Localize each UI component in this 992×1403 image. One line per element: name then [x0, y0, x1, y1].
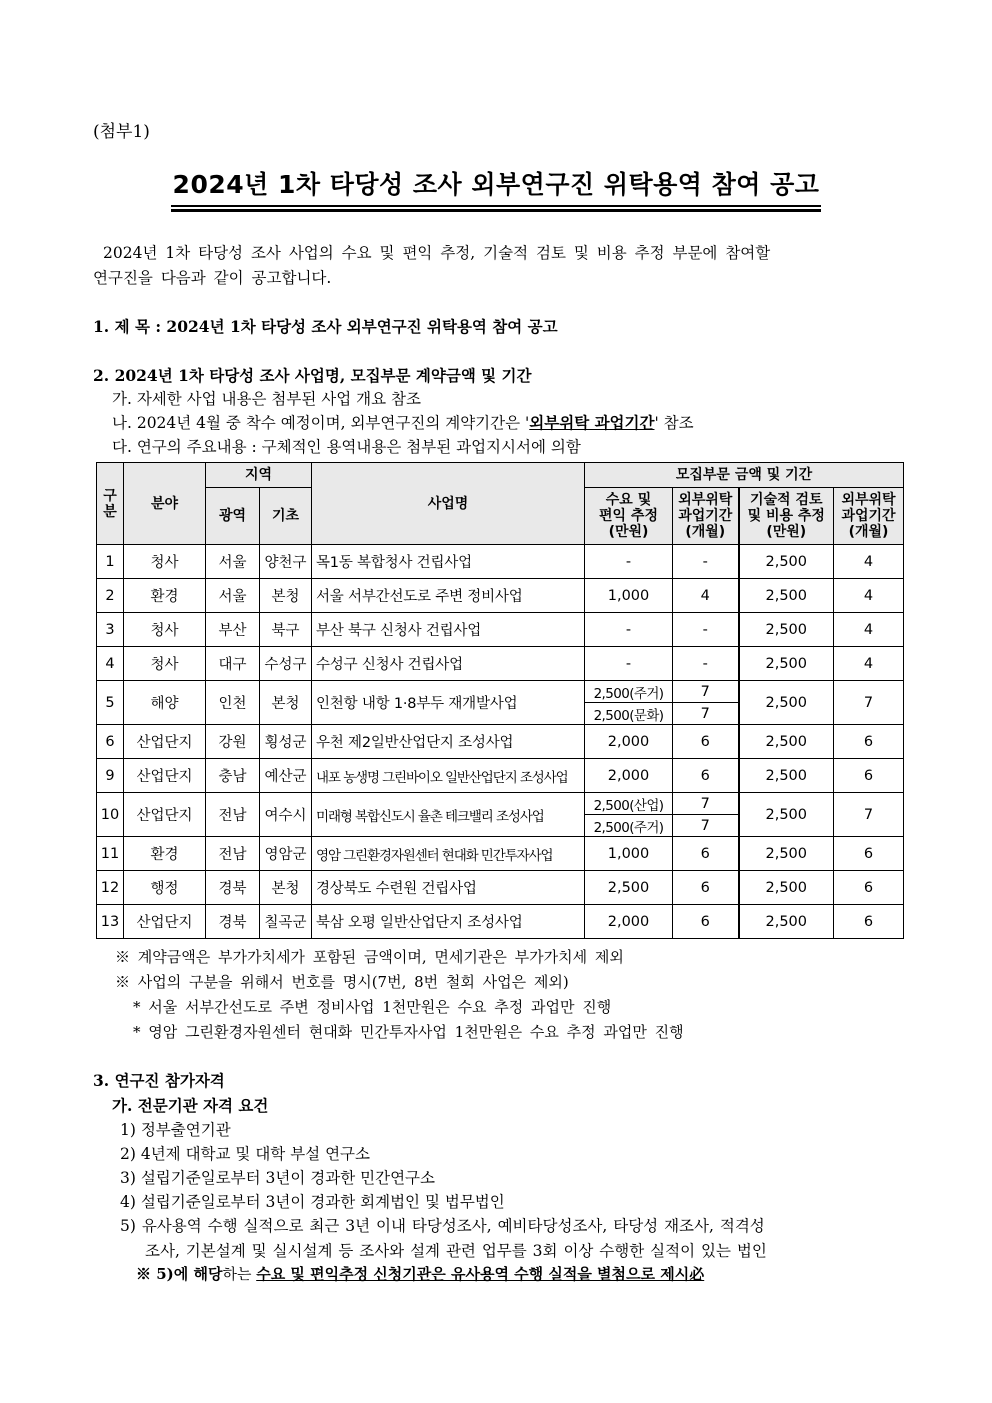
cell-demand-amount: 2,500(주거)	[585, 815, 673, 837]
cell-tech-period: 6	[834, 871, 904, 905]
cell-demand-period: 6	[673, 759, 739, 793]
cell-tech-period: 4	[834, 647, 904, 681]
table-row	[97, 837, 904, 871]
qualification-note	[136, 1263, 704, 1284]
cell-demand-period: 7	[673, 815, 739, 837]
table-row	[97, 725, 904, 759]
cell-field: 환경	[124, 837, 206, 871]
cell-field: 산업단지	[124, 793, 206, 837]
cell-tech-period: 4	[834, 613, 904, 647]
cell-demand-period: 6	[673, 725, 739, 759]
cell-demand-period: 4	[673, 579, 739, 613]
cell-demand-amount: -	[585, 545, 673, 579]
cell-field: 행정	[124, 871, 206, 905]
note-seoul: * 서울 서부간선도로 주변 정비사업 1천만원은 수요 추정 과업만 진행	[133, 998, 612, 1016]
cell-project: 내포 농생명 그린바이오 일반산업단지 조성사업	[312, 759, 585, 793]
section-2-item-c: 다. 연구의 주요내용 : 구체적인 용역내용은 첨부된 과업지시서에 의함	[112, 438, 581, 456]
cell-project: 경상북도 수련원 건립사업	[312, 871, 585, 905]
header-metro: 광역	[206, 488, 260, 545]
cell-project: 미래형 복합신도시 율촌 테크밸리 조성사업	[312, 793, 585, 837]
qualification-item-5-cont: 조사, 기본설계 및 실시설계 등 조사와 설계 관련 업무를 3회 이상 수행한 실적이 있는 법인	[145, 1242, 767, 1260]
cell-tech-amount: 2,500	[739, 647, 834, 681]
cell-tech-amount: 2,500	[739, 579, 834, 613]
header-recruit: 모집부문 금액 및 기간	[585, 463, 904, 488]
cell-no: 9	[97, 759, 124, 793]
cell-demand-amount: 2,000	[585, 759, 673, 793]
cell-project: 수성구 신청사 건립사업	[312, 647, 585, 681]
cell-basic: 수성구	[260, 647, 312, 681]
cell-project: 부산 북구 신청사 건립사업	[312, 613, 585, 647]
qualification-item-5: 5) 유사용역 수행 실적으로 최근 3년 이내 타당성조사, 예비타당성조사, 타당성 재조사, 적격성	[120, 1217, 765, 1235]
cell-no: 5	[97, 681, 124, 725]
cell-tech-period: 4	[834, 545, 904, 579]
cell-project: 서울 서부간선도로 주변 정비사업	[312, 579, 585, 613]
cell-demand-period: 7	[673, 703, 739, 725]
cell-tech-amount: 2,500	[739, 759, 834, 793]
section-3-sub-a: 가. 전문기관 자격 요건	[112, 1096, 269, 1115]
cell-basic: 영암군	[260, 837, 312, 871]
cell-metro: 전남	[206, 793, 260, 837]
note-yeongam: * 영암 그린환경자원센터 현대화 민간투자사업 1천만원은 수요 추정 과업만 진행	[133, 1023, 684, 1041]
cell-field: 해양	[124, 681, 206, 725]
cell-project: 북삼 오평 일반산업단지 조성사업	[312, 905, 585, 939]
cell-metro: 대구	[206, 647, 260, 681]
cell-field: 청사	[124, 647, 206, 681]
cell-basic: 북구	[260, 613, 312, 647]
cell-basic: 본청	[260, 681, 312, 725]
table-body	[97, 545, 904, 939]
note-mid: 하는	[222, 1265, 257, 1283]
cell-tech-amount: 2,500	[739, 681, 834, 725]
cell-metro: 강원	[206, 725, 260, 759]
page-title: 2024년 1차 타당성 조사 외부연구진 위탁용역 참여 공고	[172, 170, 820, 199]
cell-tech-period: 6	[834, 759, 904, 793]
cell-project: 영암 그린환경자원센터 현대화 민간투자사업	[312, 837, 585, 871]
header-tech-period: 외부위탁 과업기간 (개월)	[834, 488, 904, 545]
intro-line-2: 연구진을 다음과 같이 공고합니다.	[93, 269, 332, 287]
attachment-label: (첨부1)	[93, 122, 150, 142]
table-row	[97, 579, 904, 613]
cell-demand-period: 7	[673, 681, 739, 703]
cell-metro: 경북	[206, 905, 260, 939]
header-region: 지역	[206, 463, 312, 488]
cell-basic: 본청	[260, 579, 312, 613]
cell-demand-amount: 2,500(문화)	[585, 703, 673, 725]
qualification-item-2: 2) 4년제 대학교 및 대학 부설 연구소	[120, 1145, 370, 1163]
cell-demand-amount: 2,500(주거)	[585, 681, 673, 703]
title-rule-thick	[171, 209, 821, 212]
cell-demand-period: -	[673, 545, 739, 579]
cell-tech-period: 4	[834, 579, 904, 613]
cell-demand-amount: -	[585, 647, 673, 681]
table-row	[97, 545, 904, 579]
cell-demand-amount: 2,500	[585, 871, 673, 905]
cell-demand-period: 6	[673, 905, 739, 939]
cell-demand-amount: 2,000	[585, 725, 673, 759]
header-demand-amount: 수요 및 편익 추정 (만원)	[585, 488, 673, 545]
cell-tech-amount: 2,500	[739, 871, 834, 905]
cell-project: 우천 제2일반산업단지 조성사업	[312, 725, 585, 759]
cell-metro: 서울	[206, 545, 260, 579]
cell-field: 청사	[124, 613, 206, 647]
section-3-heading: 3. 연구진 참가자격	[93, 1071, 225, 1090]
cell-demand-period: 6	[673, 871, 739, 905]
cell-tech-amount: 2,500	[739, 545, 834, 579]
cell-demand-amount: 2,000	[585, 905, 673, 939]
cell-demand-period: -	[673, 647, 739, 681]
cell-no: 12	[97, 871, 124, 905]
qualification-item-1: 1) 정부출연기관	[120, 1121, 231, 1139]
cell-metro: 전남	[206, 837, 260, 871]
cell-basic: 횡성군	[260, 725, 312, 759]
note-numbering: ※ 사업의 구분을 위해서 번호를 명시(7번, 8번 철회 사업은 제외)	[115, 973, 569, 991]
cell-demand-period: 6	[673, 837, 739, 871]
cell-field: 산업단지	[124, 759, 206, 793]
cell-tech-period: 6	[834, 725, 904, 759]
table-row	[97, 759, 904, 793]
title-rule-thin	[171, 205, 821, 207]
cell-no: 2	[97, 579, 124, 613]
table-row	[97, 793, 904, 815]
item-b-prefix: 나. 2024년 4월 중 착수 예정이며, 외부연구진의 계약기간은 '	[112, 414, 530, 432]
qualification-item-4: 4) 설립기준일로부터 3년이 경과한 회계법인 및 법무법인	[120, 1193, 505, 1211]
section-1-heading: 1. 제 목 : 2024년 1차 타당성 조사 외부연구진 위탁용역 참여 공고	[93, 317, 558, 336]
intro-line-1: 2024년 1차 타당성 조사 사업의 수요 및 편익 추정, 기술적 검토 및 비용 추정 부문에 참여할	[103, 244, 771, 262]
cell-basic: 여수시	[260, 793, 312, 837]
section-2-item-b	[112, 411, 694, 433]
cell-basic: 예산군	[260, 759, 312, 793]
table-row	[97, 647, 904, 681]
cell-field: 환경	[124, 579, 206, 613]
cell-field: 산업단지	[124, 725, 206, 759]
table-row	[97, 905, 904, 939]
cell-project: 목1동 복합청사 건립사업	[312, 545, 585, 579]
cell-tech-amount: 2,500	[739, 793, 834, 837]
cell-field: 산업단지	[124, 905, 206, 939]
qualification-item-3: 3) 설립기준일로부터 3년이 경과한 민간연구소	[120, 1169, 435, 1187]
cell-demand-amount: 2,500(산업)	[585, 793, 673, 815]
cell-metro: 경북	[206, 871, 260, 905]
cell-metro: 부산	[206, 613, 260, 647]
header-project: 사업명	[312, 463, 585, 545]
header-demand-period: 외부위탁 과업기간 (개월)	[673, 488, 739, 545]
item-b-suffix: ' 참조	[654, 414, 694, 432]
note-prefix: ※ 5)에 해당	[136, 1265, 223, 1283]
section-2-heading: 2. 2024년 1차 타당성 조사 사업명, 모집부문 계약금액 및 기간	[93, 366, 532, 385]
cell-metro: 서울	[206, 579, 260, 613]
cell-tech-amount: 2,500	[739, 613, 834, 647]
cell-no: 13	[97, 905, 124, 939]
cell-tech-period: 7	[834, 681, 904, 725]
cell-no: 3	[97, 613, 124, 647]
cell-no: 6	[97, 725, 124, 759]
cell-metro: 인천	[206, 681, 260, 725]
cell-tech-amount: 2,500	[739, 725, 834, 759]
section-2-item-a: 가. 자세한 사업 내용은 첨부된 사업 개요 참조	[112, 390, 421, 408]
item-b-emphasis: 외부위탁 과업기간	[529, 413, 655, 432]
table-row	[97, 613, 904, 647]
table-row	[97, 871, 904, 905]
cell-demand-amount: 1,000	[585, 579, 673, 613]
header-field: 분야	[124, 463, 206, 545]
cell-basic: 양천구	[260, 545, 312, 579]
cell-basic: 본청	[260, 871, 312, 905]
header-basic: 기초	[260, 488, 312, 545]
cell-no: 10	[97, 793, 124, 837]
cell-tech-period: 6	[834, 837, 904, 871]
cell-no: 11	[97, 837, 124, 871]
cell-demand-period: 7	[673, 793, 739, 815]
cell-tech-amount: 2,500	[739, 905, 834, 939]
cell-field: 청사	[124, 545, 206, 579]
cell-demand-amount: 1,000	[585, 837, 673, 871]
table-row	[97, 681, 904, 703]
cell-project: 인천항 내항 1·8부두 재개발사업	[312, 681, 585, 725]
header-tech-amount: 기술적 검토 및 비용 추정 (만원)	[739, 488, 834, 545]
note-emphasis: 수요 및 편익추정 신청기관은 유사용역 수행 실적을 별첨으로 제시必	[256, 1265, 705, 1283]
cell-demand-amount: -	[585, 613, 673, 647]
cell-demand-period: -	[673, 613, 739, 647]
note-vat: ※ 계약금액은 부가가치세가 포함된 금액이며, 면세기관은 부가가치세 제외	[115, 948, 624, 966]
header-gubun: 구 분	[97, 463, 124, 545]
cell-no: 1	[97, 545, 124, 579]
cell-tech-period: 6	[834, 905, 904, 939]
cell-tech-amount: 2,500	[739, 837, 834, 871]
cell-tech-period: 7	[834, 793, 904, 837]
cell-basic: 칠곡군	[260, 905, 312, 939]
cell-metro: 충남	[206, 759, 260, 793]
project-table	[96, 462, 904, 939]
cell-no: 4	[97, 647, 124, 681]
